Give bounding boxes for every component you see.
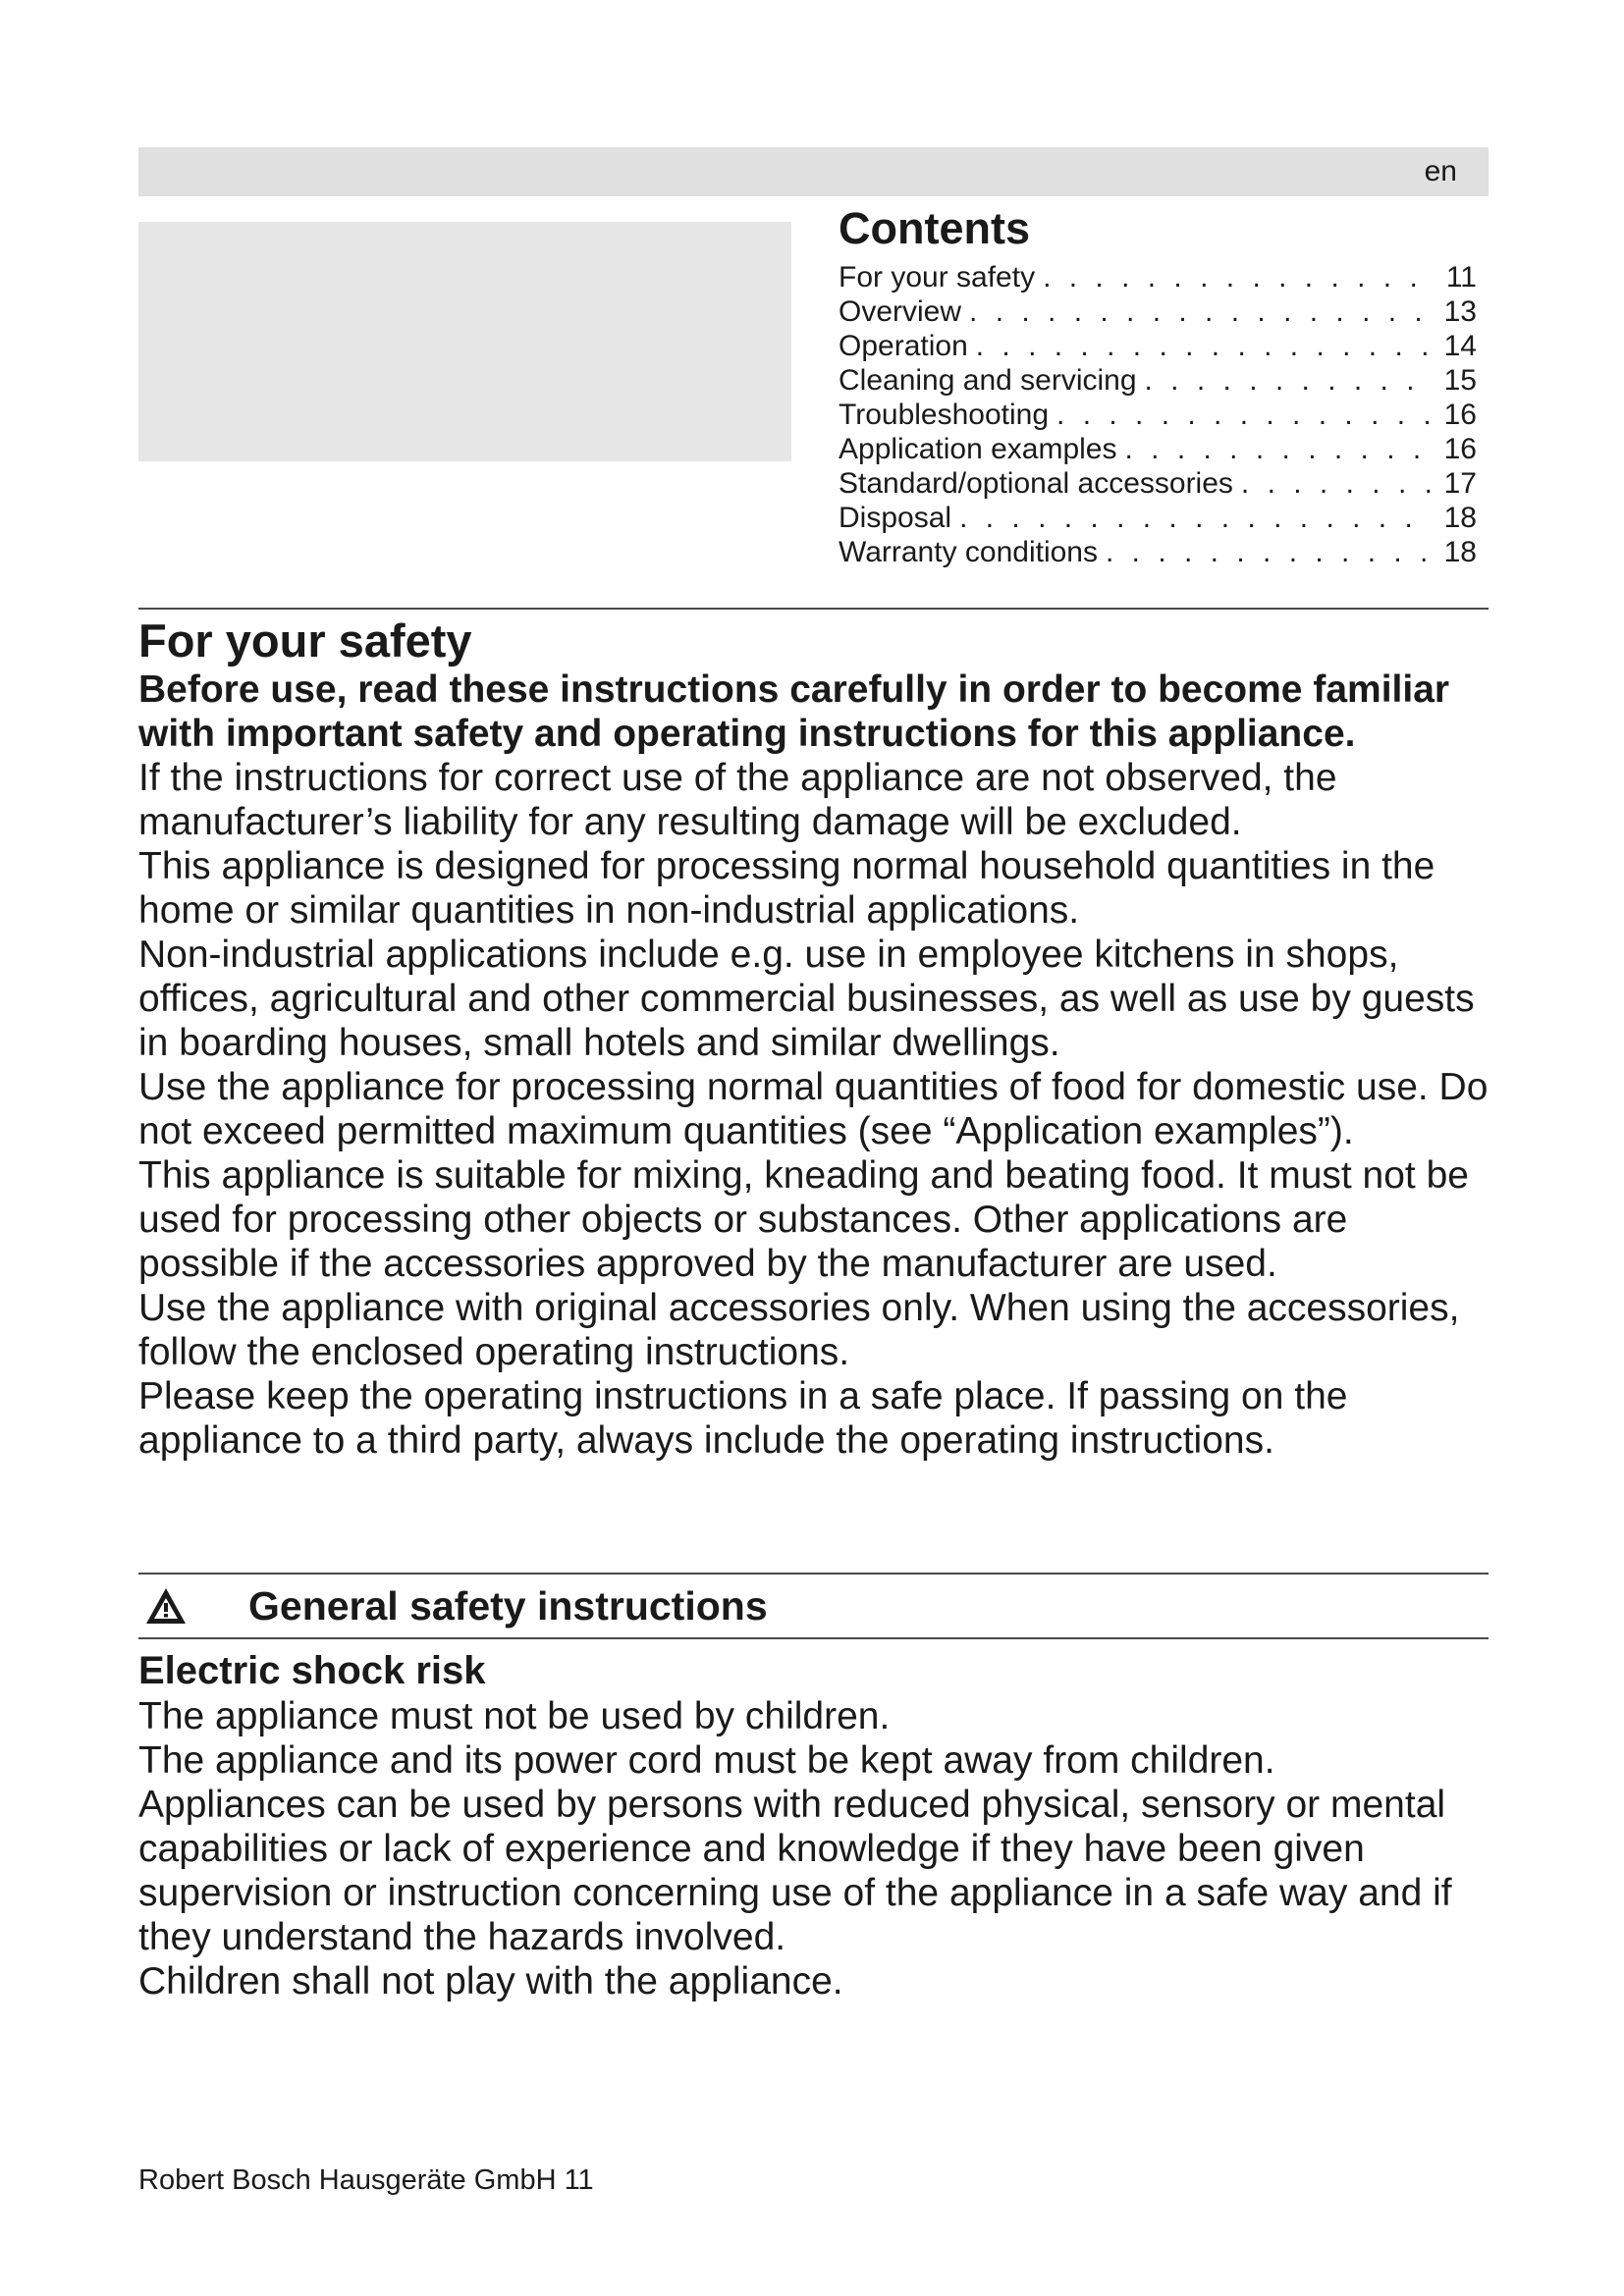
toc-label: Cleaning and servicing <box>839 364 1137 397</box>
toc-leader <box>1125 432 1433 466</box>
body-paragraph: Use the appliance with original accessories only. When using the accessories, follow the enclosed operating instructions. <box>138 1287 1460 1373</box>
lead-paragraph: Before use, read these instructions carefully in order to become familiar with important safety and operating instructions for this appliance. <box>138 668 1450 755</box>
toc-page: 11 <box>1445 261 1477 294</box>
contents-title: Contents <box>839 203 1030 253</box>
toc-leader <box>1145 363 1432 398</box>
toc-item[interactable] <box>839 260 1477 294</box>
toc-item[interactable] <box>839 466 1477 501</box>
subsection-title: Electric shock risk <box>138 1649 486 1692</box>
toc-item[interactable] <box>839 535 1477 569</box>
toc-page: 14 <box>1443 330 1477 362</box>
toc-page: 17 <box>1443 467 1477 500</box>
body-paragraph: Appliances can be used by persons with reduced physical, sensory or mental capabilities or lack of experience and knowledge if they have been given supervision or instruction concerning use of the appliance in a safe way and if they understand the hazards involved. <box>138 1784 1452 1958</box>
toc-page: 16 <box>1443 399 1477 431</box>
toc-leader <box>1056 398 1432 432</box>
image-placeholder <box>138 222 791 461</box>
warning-triangle-icon <box>144 1586 188 1626</box>
body-paragraph: This appliance is designed for processing normal household quantities in the home or similar quantities in non-industrial applications. <box>138 845 1435 932</box>
toc-label: Overview <box>839 295 962 328</box>
electric-shock-section <box>138 1647 1489 2003</box>
body-paragraph: The appliance and its power cord must be kept away from children. <box>138 1739 1275 1782</box>
table-of-contents <box>839 201 1477 569</box>
language-bar <box>138 147 1489 196</box>
toc-label: Operation <box>839 330 968 362</box>
toc-item[interactable] <box>839 432 1477 466</box>
divider <box>138 608 1489 610</box>
toc-label: For your safety <box>839 261 1036 294</box>
body-paragraph: Non-industrial applications include e.g. use in employee kitchens in shops, offices, agricultural and other commercial businesses, as well as use by guests in boarding houses, small hotels and similar dwellings. <box>138 934 1475 1064</box>
toc-item[interactable] <box>839 329 1477 363</box>
toc-label: Disposal <box>839 502 952 534</box>
toc-leader <box>1106 535 1432 569</box>
body-paragraph: Please keep the operating instructions in a safe place. If passing on the appliance to a third party, always include the operating instructions. <box>138 1375 1348 1462</box>
toc-label: Warranty conditions <box>839 536 1098 568</box>
toc-label: Troubleshooting <box>839 399 1050 431</box>
toc-item[interactable] <box>839 363 1477 398</box>
divider <box>138 1573 1489 1575</box>
toc-page: 16 <box>1443 433 1477 465</box>
toc-leader <box>959 501 1432 535</box>
toc-item[interactable] <box>839 294 1477 329</box>
general-safety-title: General safety instructions <box>248 1583 768 1629</box>
toc-leader <box>1043 260 1432 294</box>
body-paragraph: If the instructions for correct use of the appliance are not observed, the manufacturer’s liability for any resulting damage will be excluded. <box>138 757 1337 843</box>
toc-page: 13 <box>1443 295 1477 328</box>
section-title: For your safety <box>138 614 472 667</box>
toc-page: 15 <box>1443 364 1477 397</box>
body-paragraph: Use the appliance for processing normal quantities of food for domestic use. Do not exceed permitted maximum quantities (see “Application examples”). <box>138 1066 1489 1152</box>
toc-leader <box>969 294 1432 329</box>
toc-label: Application examples <box>839 433 1117 465</box>
body-paragraph: The appliance must not be used by children. <box>138 1695 891 1737</box>
body-paragraph: Children shall not play with the appliance. <box>138 1960 843 2002</box>
toc-label: Standard/optional accessories <box>839 467 1233 500</box>
body-paragraph: This appliance is suitable for mixing, kneading and beating food. It must not be used for processing other objects or substances. Other applications are possible if the accessories approved by the manufacturer are used. <box>138 1154 1469 1285</box>
toc-item[interactable] <box>839 501 1477 535</box>
toc-page: 18 <box>1443 502 1477 534</box>
page-footer: Robert Bosch Hausgeräte GmbH 11 <box>138 2164 594 2196</box>
toc-leader <box>976 329 1432 363</box>
safety-section <box>138 614 1489 1463</box>
general-safety-header <box>138 1578 1489 1633</box>
language-label: en <box>1424 155 1457 187</box>
toc-page: 18 <box>1443 536 1477 568</box>
toc-item[interactable] <box>839 398 1477 432</box>
toc-leader <box>1241 466 1432 501</box>
divider <box>138 1637 1489 1639</box>
